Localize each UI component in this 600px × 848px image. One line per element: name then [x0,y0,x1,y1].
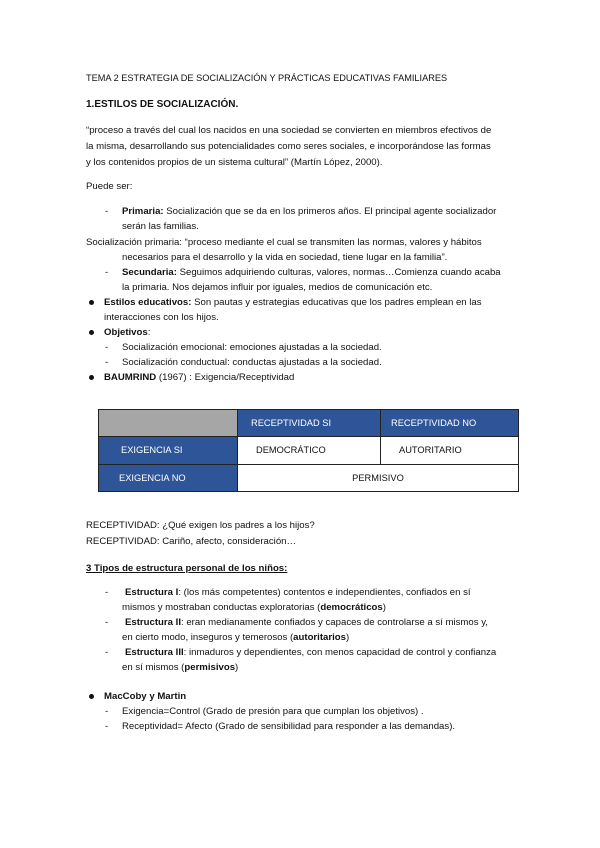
table-row [99,437,519,464]
estructura-text-cont [122,661,238,675]
estructura-text: en sí mismos ( [122,662,185,673]
primaria-text: Socialización que se da en los primeros años. El principal agente socializador [163,206,497,217]
bullet-dot [89,330,94,335]
estructura-tag: permisivos [184,662,236,673]
estilos-text-cont: interacciones con los hijos. [104,312,219,323]
baumrind-item [104,371,294,385]
cell-autoritario: AUTORITARIO [381,437,519,464]
estructura-text-cont [122,631,349,645]
secundaria-text-cont: la primaria. Nos dejamos influir por iguales, medios de comunicación etc. [122,282,433,293]
table-row [99,464,519,491]
cell-democratico: DEMOCRÁTICO [238,437,381,464]
primaria-text-cont: serán las familias. [122,221,199,232]
baumrind-label: BAUMRIND [104,372,157,383]
section-heading-3: 3 Tipos de estructura personal de los niños: [86,563,288,574]
receptividad-answer: RECEPTIVIDAD: Cariño, afecto, consideración… [86,536,297,547]
estructura-tag: democráticos [320,602,383,613]
estilos-item [104,296,482,310]
maccoby-item: Exigencia=Control (Grado de presión para que cumplan los objetivos) . [122,706,424,717]
objetivos-label: Objetivos [104,327,148,338]
row-exigencia-si: EXIGENCIA SI [99,437,238,464]
primaria-label: Primaria: [122,206,164,217]
objetivos-colon: : [147,327,151,338]
estilos-label: Estilos educativos: [104,297,192,308]
table-row [99,410,519,437]
dash-bullet: - [105,342,109,353]
receptividad-question: RECEPTIVIDAD: ¿Qué exigen los padres a los hijos? [86,520,315,531]
estructura-text: : inmaduros y dependientes, con menos capacidad de control y confianza [183,647,497,658]
dash-bullet: - [105,706,109,717]
estructura-label: Estructura III [125,647,184,658]
estructura-text: en cierto modo, inseguros y temerosos ( [122,632,294,643]
socializacion-primaria-line: necesarios para el desarrollo y la vida en sociedad, tiene lugar en la familia”. [122,252,448,263]
baumrind-table [98,409,519,492]
quote-line: y los contenidos propios de un sistema cultural” (Martín López, 2000). [86,157,383,168]
dash-bullet: - [105,721,109,732]
header-receptividad-si: RECEPTIVIDAD SI [238,410,381,437]
dash-bullet: - [105,647,109,658]
estructura-tag: autoritarios [293,632,346,643]
header-receptividad-no: RECEPTIVIDAD NO [381,410,519,437]
estructura-text-cont [122,601,386,615]
estilos-text: Son pautas y estrategias educativas que los padres emplean en las [191,297,482,308]
dash-bullet: - [105,357,109,368]
document-title: TEMA 2 ESTRATEGIA DE SOCIALIZACIÓN Y PRÁCTICAS EDUCATIVAS FAMILIARES [86,73,448,83]
estructura-item [125,586,471,600]
section-heading-1: 1.ESTILOS DE SOCIALIZACIÓN. [86,99,239,110]
maccoby-item: Receptividad= Afecto (Grado de sensibilidad para responder a las demandas). [122,721,456,732]
secundaria-item [122,266,501,280]
puede-ser-text: Puede ser: [86,181,133,192]
objetivo-item: Socialización emocional: emociones ajustadas a la sociedad. [122,342,382,353]
estructura-close: ) [345,632,350,643]
estructura-close: ) [382,602,386,613]
dash-bullet: - [105,206,109,217]
estructura-item [125,616,488,630]
estructura-label: Estructura II [125,617,181,628]
secundaria-text: Seguimos adquiriendo culturas, valores, normas…Comienza cuando acaba [176,267,501,278]
dash-bullet: - [105,617,109,628]
estructura-close: ) [235,662,239,673]
quote-line: “proceso a través del cual los nacidos en una sociedad se convierten en miembros efectivos de [86,125,492,136]
cell-permisivo: PERMISIVO [238,464,519,491]
dash-bullet: - [105,587,109,598]
bullet-dot [89,375,94,380]
estructura-text: : (los más competentes) contentos e independientes, confiados en sí [178,587,471,598]
estructura-text: : eran medianamente confiados y capaces de controlarse a sí mismos y, [180,617,488,628]
secundaria-label: Secundaria: [122,267,177,278]
table-corner-cell [99,410,238,437]
baumrind-text: (1967) : Exigencia/Receptividad [156,372,295,383]
objetivos-item [104,326,150,340]
dash-bullet: - [105,267,109,278]
primaria-item [122,205,496,219]
socializacion-primaria-line: Socialización primaria: “proceso mediante el cual se transmiten las normas, valores y hábitos [86,237,482,248]
objetivo-item: Socialización conductual: conductas ajustadas a la sociedad. [122,357,382,368]
estructura-label: Estructura I [125,587,179,598]
maccoby-label: MacCoby y Martin [104,691,187,702]
quote-line: la misma, desarrollando sus potencialidades como seres sociales, e incorporándose las formas [86,141,491,152]
row-exigencia-no: EXIGENCIA NO [99,464,238,491]
estructura-item [125,646,496,660]
bullet-dot [89,694,94,699]
estructura-text: mismos y mostraban conductas exploratorias ( [122,602,321,613]
bullet-dot [89,300,94,305]
